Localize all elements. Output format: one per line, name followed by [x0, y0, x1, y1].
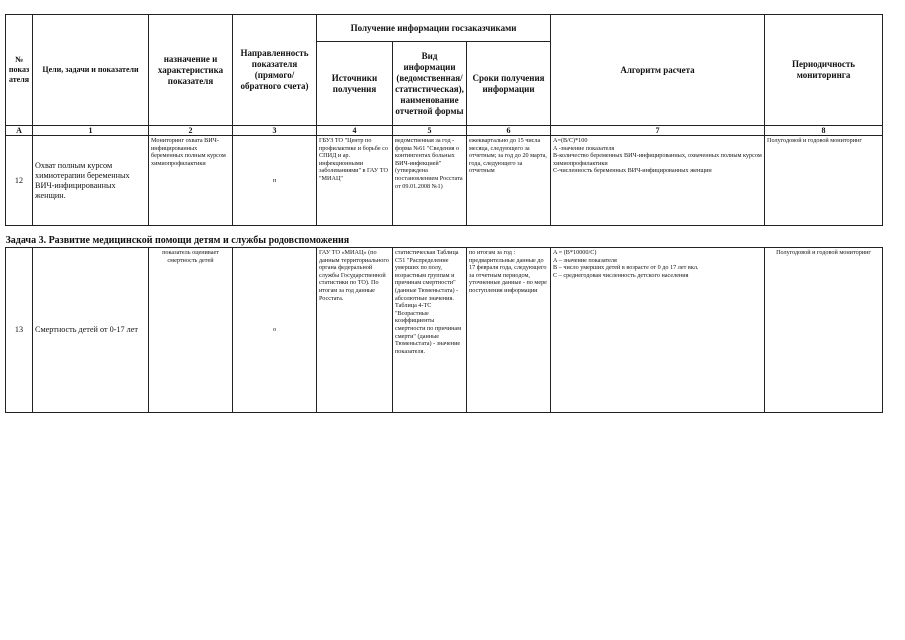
- task-title: Задача 3. Развитие медицинской помощи детям и службы родовспоможения: [6, 226, 883, 248]
- table-row: [6, 136, 883, 226]
- row-periodicity: Полугодовой и годовой мониторинг: [765, 136, 883, 226]
- header-periodicity: Периодичность мониторинга: [765, 15, 883, 126]
- row-direction: о: [233, 248, 317, 413]
- algorithm-line: B – число умерших детей в возрасте от 0 до 17 лет вкл.: [553, 264, 699, 272]
- monitoring-table: [5, 14, 883, 413]
- algorithm-line: A -значение показателя: [553, 144, 615, 152]
- algorithm-line: B-количество беременных ВИЧ-инфицированных, охваченных полным курсом химиопрофилактики: [553, 152, 762, 167]
- algorithm-line: A=(B/C)*100: [553, 137, 588, 144]
- header-row-1: [6, 15, 883, 42]
- header-purpose: назначение и характеристика показателя: [149, 15, 233, 126]
- column-number-row: [6, 126, 883, 136]
- row-num: 12: [6, 136, 33, 226]
- algorithm-line: A = (B*10000/C): [553, 249, 597, 256]
- column-number: 6: [467, 126, 551, 136]
- algorithm-line: A – значение показателя: [553, 256, 617, 264]
- row-sources: ГБУЗ ТО "Центр по профилактике и борьбе со СПИД и ар. инфекционными заболеваниями" в ГАУ ТО "МИАЦ": [317, 136, 393, 226]
- column-number: 2: [149, 126, 233, 136]
- algorithm-line: C – среднегодовая численность детского населения: [553, 271, 689, 279]
- header-info-type: Вид информации (ведомственная/статистическая), наименование отчетной формы: [393, 42, 467, 126]
- row-goal: Охват полным курсом химиотерапии беременных ВИЧ-инфицированных женщин.: [33, 136, 149, 226]
- header-info-group: Получение информации госзаказчиками: [317, 15, 551, 42]
- header-sources: Источники получения: [317, 42, 393, 126]
- header-deadlines: Сроки получения информации: [467, 42, 551, 126]
- header-goals: Цели, задачи и показатели: [33, 15, 149, 126]
- column-number: 7: [551, 126, 765, 136]
- column-number: 8: [765, 126, 883, 136]
- row-purpose: показатель оценивает смертность детей: [149, 248, 233, 413]
- column-number: 1: [33, 126, 149, 136]
- row-algorithm: [551, 136, 765, 226]
- column-number: А: [6, 126, 33, 136]
- task-row: [6, 226, 883, 248]
- row-direction: п: [233, 136, 317, 226]
- row-deadlines: по итогам за год : предварительные данные до 17 февраля года, следующего за отчетным периодом, уточненные данные - по мере поступления информации: [467, 248, 551, 413]
- row-deadlines: ежеквартально до 15 числа месяца, следующего за отчетным; за год до 20 марта, года, следующего за отчетным: [467, 136, 551, 226]
- header-num: № показателя: [6, 15, 33, 126]
- column-number: 4: [317, 126, 393, 136]
- header-algorithm: Алгоритм расчета: [551, 15, 765, 126]
- table-row: [6, 248, 883, 413]
- document-page: [5, 14, 882, 413]
- algorithm-line: C-численность беременных ВИЧ-инфицированных женщин: [553, 167, 712, 175]
- column-number: 3: [233, 126, 317, 136]
- row-num: 13: [6, 248, 33, 413]
- column-number: 5: [393, 126, 467, 136]
- header-direction: Направленность показателя (прямого/обратного счета): [233, 15, 317, 126]
- row-goal: Смертность детей от 0-17 лет: [33, 248, 149, 413]
- row-info-type: ведомственная за год - форма №61 "Сведения о контингентах больных ВИЧ-инфекцией" (утверждена постановлением Росстата от 09.01.2008 №1): [393, 136, 467, 226]
- row-info-type: статистическая Таблица С51 "Распределение умерших по полу, возрастным группам и причинам смертности" (данные Тюменьстата) - абсолютные значения. Таблица 4-ТС "Возрастные коэффициенты смертности по причинам смерти" (данные Тюменьстата) - значение показателя.: [393, 248, 467, 413]
- row-purpose: Мониторинг охвата ВИЧ-инфицированных беременных полным курсом химиопрофилактики: [149, 136, 233, 226]
- row-sources: ГАУ ТО «МИАЦ» (по данным территориального органа федеральной службы Государственной статистики по ТО). По итогам за год данные Росстата.: [317, 248, 393, 413]
- row-periodicity: Полугодовой и годовой мониторинг: [765, 248, 883, 413]
- row-algorithm: [551, 248, 765, 413]
